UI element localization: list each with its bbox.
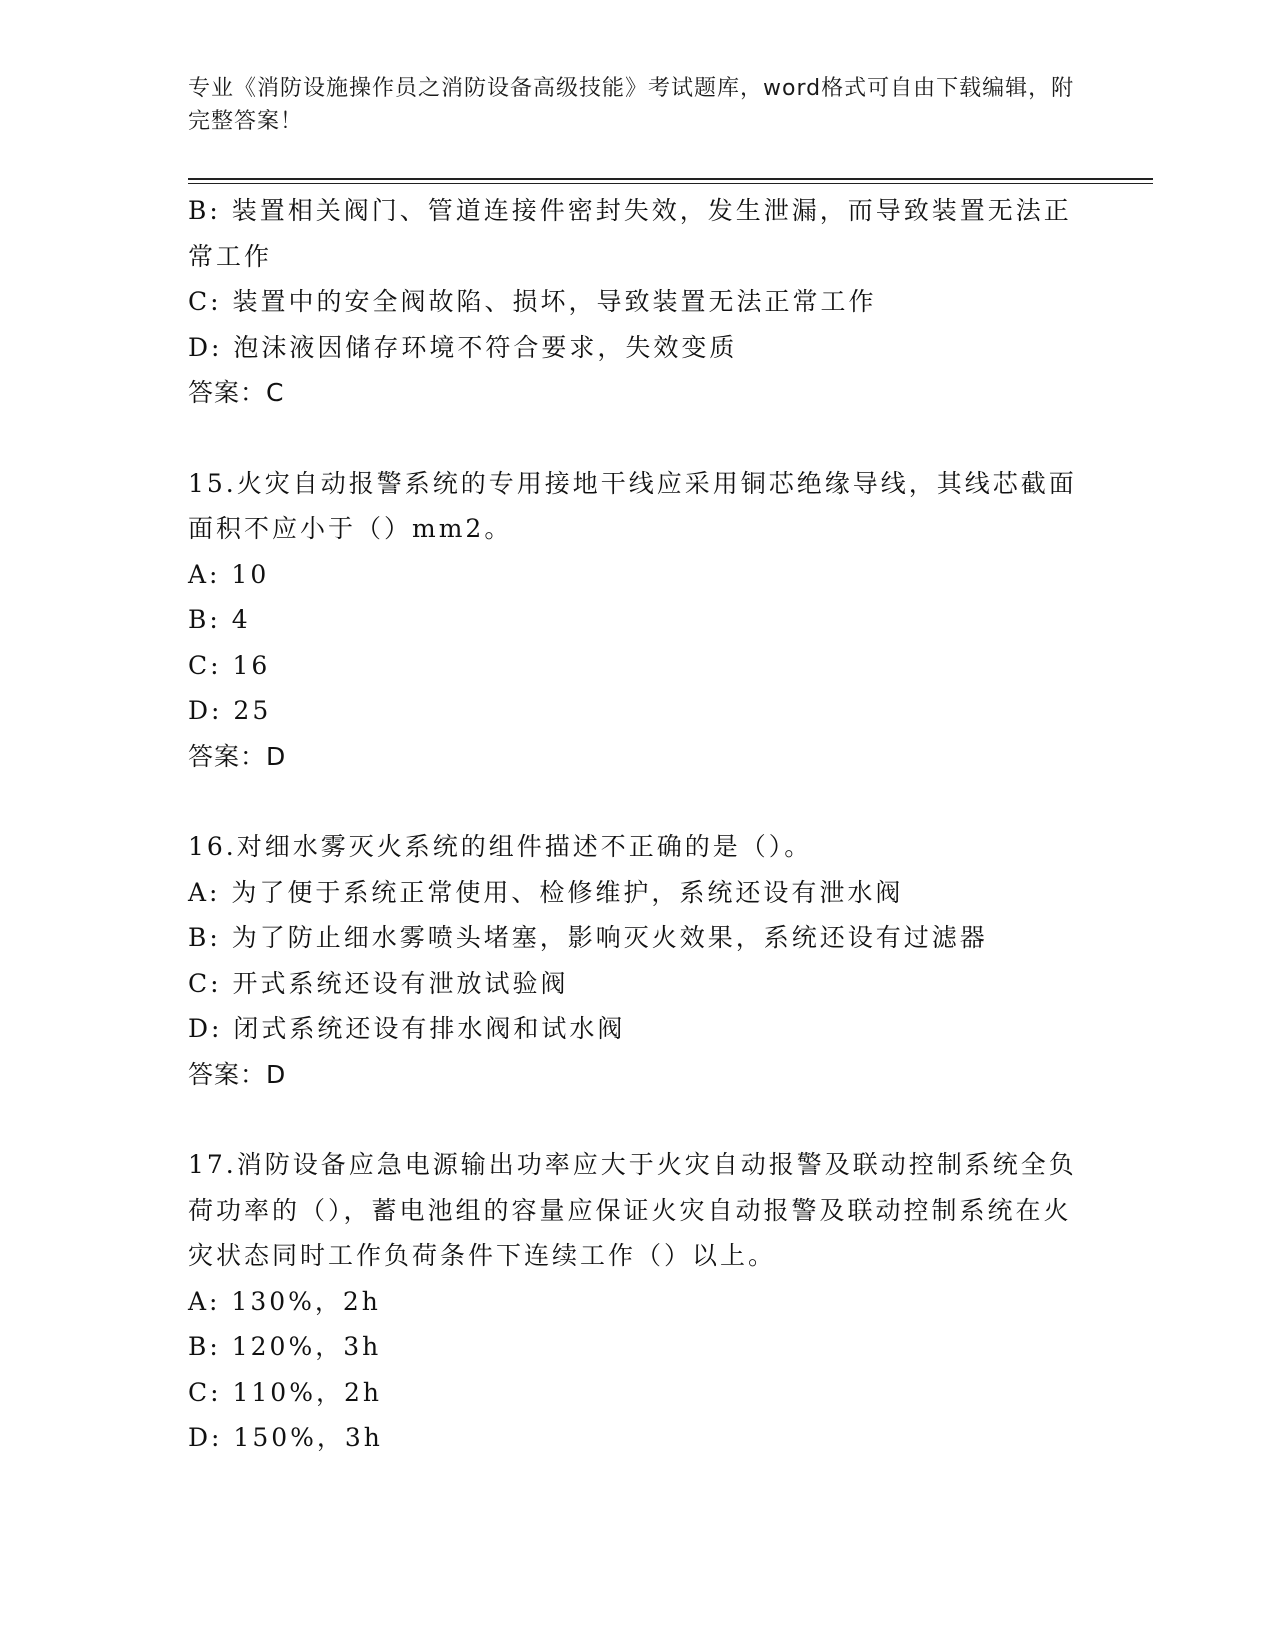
option-b: B: 120%，3h xyxy=(188,1332,382,1361)
option-a: A: 130%，2h xyxy=(188,1286,381,1316)
question-stem: 15.火灾自动报警系统的专用接地干线应采用铜芯绝缘导线，其线芯截面面积不应小于（）mm2。 xyxy=(188,468,1077,543)
page-header: 专业《消防设施操作员之消防设备高级技能》考试题库，word格式可自由下载编辑，附完整答案！ xyxy=(188,76,1075,134)
answer: 答案：C xyxy=(188,378,285,407)
question-14-continued xyxy=(188,188,1088,416)
option-a: A: 10 xyxy=(188,559,270,589)
option-c: C: 110%，2h xyxy=(188,1377,382,1407)
question-15 xyxy=(188,461,1088,780)
answer: 答案：D xyxy=(188,741,287,771)
option-c: C: 16 xyxy=(188,650,271,680)
option-d: D: 泡沫液因储存环境不符合要求，失效变质 xyxy=(188,332,738,362)
option-d: D: 150%，3h xyxy=(188,1423,383,1452)
option-b: B: 4 xyxy=(188,605,251,634)
question-stem: 16.对细水雾灭火系统的组件描述不正确的是（）。 xyxy=(188,832,813,861)
question-17 xyxy=(188,1142,1088,1461)
option-b: B: 装置相关阀门、管道连接件密封失效，发生泄漏，而导致装置无法正常工作 xyxy=(188,196,1072,271)
question-16 xyxy=(188,824,1088,1097)
option-d: D: 闭式系统还设有排水阀和试水阀 xyxy=(188,1014,626,1043)
option-d: D: 25 xyxy=(188,696,272,725)
option-c: C: 装置中的安全阀故陷、损坏，导致装置无法正常工作 xyxy=(188,287,877,316)
option-b: B: 为了防止细水雾喷头堵塞，影响灭火效果，系统还设有过滤器 xyxy=(188,923,988,952)
answer: 答案：D xyxy=(188,1059,287,1089)
option-a: A: 为了便于系统正常使用、检修维护，系统还设有泄水阀 xyxy=(188,877,904,907)
header-rule-thin xyxy=(188,183,1153,184)
header-rule-thick xyxy=(188,178,1153,180)
option-c: C: 开式系统还设有泄放试验阀 xyxy=(188,968,569,998)
question-list xyxy=(188,188,1088,1461)
question-stem: 17.消防设备应急电源输出功率应大于火灾自动报警及联动控制系统全负荷功率的（），蓄电池组的容量应保证火灾自动报警及联动控制系统在火灾状态同时工作负荷条件下连续工作（）以上。 xyxy=(188,1150,1077,1270)
